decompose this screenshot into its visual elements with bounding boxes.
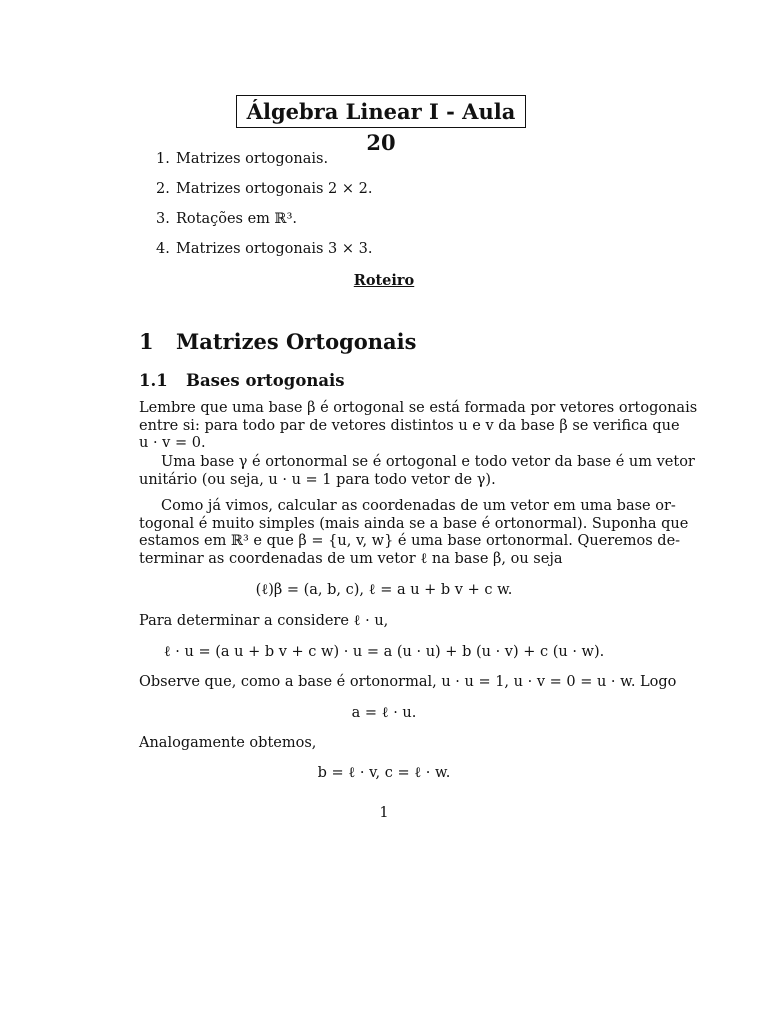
text-line: entre si: para todo par de vetores distintos u e v da base β se verifica que — [139, 417, 680, 434]
list-item-text: Rotações em ℝ³. — [176, 211, 298, 227]
equation-b-c: b = ℓ · v, c = ℓ · w. — [317, 765, 451, 781]
topic-list — [156, 150, 373, 270]
section-heading — [139, 329, 416, 354]
list-item-number: 4. — [156, 241, 170, 257]
text-line: terminar as coordenadas de um vetor ℓ na base β, ou seja — [139, 550, 563, 567]
paragraph-coordinates — [139, 498, 689, 568]
equation-dot-product: ℓ · u = (a u + b v + c w) · u = a (u · u) + b (u · v) + c (u · w). — [163, 644, 605, 660]
list-item — [156, 240, 373, 270]
section-number: 1 — [139, 329, 154, 354]
text-line: Uma base γ é ortonormal se é ortogonal e todo vetor da base é um vetor — [161, 454, 695, 470]
roteiro-heading: Roteiro — [353, 272, 415, 289]
subsection-title: Bases ortogonais — [186, 371, 345, 390]
subsection-number: 1.1 — [139, 371, 168, 390]
paragraph-analogously — [139, 735, 629, 753]
list-item-number: 1. — [156, 151, 170, 167]
list-item-text: Matrizes ortogonais. — [176, 151, 329, 167]
text-line: togonal é muito simples (mais ainda se a base é ortonormal). Suponha que — [139, 515, 689, 532]
list-item-number: 2. — [156, 181, 170, 197]
text-line: Para determinar a considere ℓ · u, — [139, 613, 389, 629]
page-title: Álgebra Linear I - Aula 20 — [236, 95, 526, 128]
paragraph-orthogonal-definition — [139, 400, 698, 453]
list-item — [156, 210, 373, 240]
list-item — [156, 180, 373, 210]
text-line: Analogamente obtemos, — [139, 735, 317, 751]
list-item-text: Matrizes ortogonais 2 × 2. — [176, 181, 373, 197]
list-item-number: 3. — [156, 211, 170, 227]
section-title: Matrizes Ortogonais — [176, 329, 417, 354]
text-line: Lembre que uma base β é ortogonal se está formada por vetores ortogonais — [139, 400, 698, 416]
text-line: Observe que, como a base é ortonormal, u · u = 1, u · v = 0 = u · w. Logo — [139, 674, 677, 690]
paragraph-orthonormal-definition — [139, 454, 695, 489]
list-item — [156, 150, 373, 180]
paragraph-orthonormal-observation — [139, 674, 677, 692]
text-line: unitário (ou seja, u · u = 1 para todo vetor de γ). — [139, 471, 496, 488]
equation-a: a = ℓ · u. — [351, 705, 417, 721]
page-number: 1 — [379, 805, 389, 821]
list-item-text: Matrizes ortogonais 3 × 3. — [176, 241, 373, 257]
equation-coordinates: (ℓ)β = (a, b, c), ℓ = a u + b v + c w. — [255, 582, 513, 598]
subsection-heading — [139, 371, 345, 390]
paragraph-determine-a — [139, 613, 629, 631]
text-line: estamos em ℝ³ e que β = {u, v, w} é uma base ortonormal. Queremos de- — [139, 533, 681, 549]
text-line: u · v = 0. — [139, 435, 206, 451]
text-line: Como já vimos, calcular as coordenadas de um vetor em uma base or- — [161, 498, 676, 514]
